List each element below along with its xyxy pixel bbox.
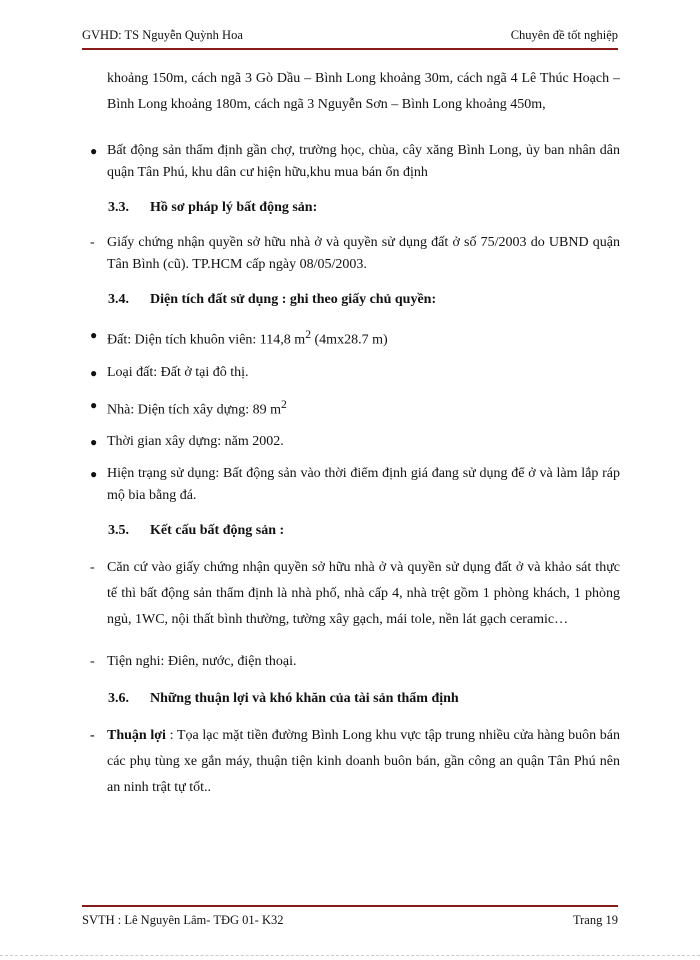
- advantage-item: [82, 723, 620, 801]
- build-time-text: Thời gian xây dựng: năm 2002.: [107, 434, 284, 450]
- dash-icon: -: [90, 560, 95, 576]
- section-heading-3-6: [82, 691, 620, 707]
- bullet-icon: ●: [90, 365, 98, 380]
- section-number: 3.6.: [108, 691, 129, 707]
- header-topic: Chuyên đề tốt nghiệp: [510, 28, 618, 42]
- dash-icon: -: [90, 654, 95, 670]
- section-number: 3.3.: [108, 200, 129, 215]
- page-number: Trang 19: [572, 913, 618, 927]
- area-land-dims: (4mx28.7 m): [311, 332, 388, 348]
- intro-paragraph: khoảng 150m, cách ngã 3 Gò Dầu – Bình Long khoảng 30m, cách ngã 4 Lê Thúc Hoạch – Bình Long khoảng 180m, cách ngã 3 Nguyễn Sơn – Bình Long khoảng 450m,: [107, 71, 620, 112]
- area-land-sup: 2: [305, 328, 312, 341]
- section-title: Kết cấu bất động sản :: [150, 523, 285, 539]
- land-type-text: Loại đất: Đất ở tại đô thị.: [107, 364, 249, 380]
- house-area-sup: 2: [281, 397, 287, 411]
- page-footer: [82, 905, 618, 928]
- page-header: [82, 28, 618, 50]
- build-time-item: [82, 431, 620, 453]
- page-body: [82, 66, 620, 801]
- land-type-item: [82, 362, 620, 384]
- dash-icon: -: [90, 235, 95, 250]
- footer-student: SVTH : Lê Nguyên Lâm- TĐG 01- K32: [82, 913, 284, 927]
- amenities-text: Tiện nghi: Điên, nước, điện thoại.: [107, 654, 297, 670]
- legal-document-item: [82, 232, 620, 276]
- advantage-text: : Tọa lạc mặt tiền đường Bình Long khu vực tập trung nhiều cửa hàng buôn bán các phụ tùng xe gắn máy, thuận tiện kinh doanh buôn bán, gần công an quận Tân Phú nên an ninh trật tự tốt..: [107, 728, 621, 796]
- bullet-icon: ●: [90, 328, 98, 342]
- section-heading-3-5: [82, 523, 620, 539]
- structure-text: Căn cứ vào giấy chứng nhận quyền sở hữu nhà ở và quyền sử dụng đất ở và khảo sát thực tế thì bất động sản thẩm định là nhà phố, nhà cấp 4, nhà trệt gồm 1 phòng khách, 1 phòng ngủ, 1WC, nội thất bình thường, tường xây gạch, mái tole, nền lát gạch ceramic…: [107, 560, 620, 628]
- current-use-item: [82, 463, 620, 507]
- bullet-icon: ●: [90, 144, 98, 158]
- house-area-text: Nhà: Diện tích xây dựng: 89 m: [107, 402, 282, 418]
- advantage-label: Thuận lợi: [107, 728, 166, 744]
- section-heading-3-4: [82, 292, 620, 308]
- bullet-near-text: Bất động sản thẩm định gần chợ, trường học, chùa, cây xăng Bình Long, ủy ban nhân dân quận Tân Phú, khu dân cư hiện hữu,khu mua bán ổn định: [107, 143, 620, 180]
- bullet-icon: ●: [90, 467, 98, 482]
- amenities-item: [82, 649, 620, 675]
- section-title: Hồ sơ pháp lý bất động sản:: [150, 200, 318, 215]
- current-use-text: Hiện trạng sử dụng: Bất động sản vào thời điểm định giá đang sử dụng để ở và làm lắp ráp mộ bia bằng đá.: [107, 466, 620, 504]
- section-heading-3-3: [82, 200, 620, 216]
- section-title: Diện tích đất sử dụng : ghi theo giấy chủ quyền:: [150, 292, 437, 307]
- header-advisor: GVHD: TS Nguyễn Quỳnh Hoa: [82, 28, 243, 42]
- area-land-text: Đất: Diện tích khuôn viên: 114,8 m: [107, 332, 306, 348]
- dash-icon: -: [90, 728, 95, 744]
- structure-item: [82, 555, 620, 633]
- legal-document-text: Giấy chứng nhận quyền sở hữu nhà ở và quyền sử dụng đất ở số 75/2003 do UBND quận Tân Bình (cũ). TP.HCM cấp ngày 08/05/2003.: [107, 235, 620, 272]
- section-title: Những thuận lợi và khó khăn của tài sản thẩm định: [150, 691, 459, 707]
- bullet-near-facilities: [82, 140, 620, 184]
- page-edge-divider: [0, 955, 700, 956]
- section-number: 3.5.: [108, 523, 129, 539]
- area-land-item: [82, 324, 620, 352]
- section-number: 3.4.: [108, 292, 129, 307]
- bullet-icon: ●: [90, 397, 98, 412]
- bullet-icon: ●: [90, 435, 98, 450]
- house-area-item: [82, 394, 620, 422]
